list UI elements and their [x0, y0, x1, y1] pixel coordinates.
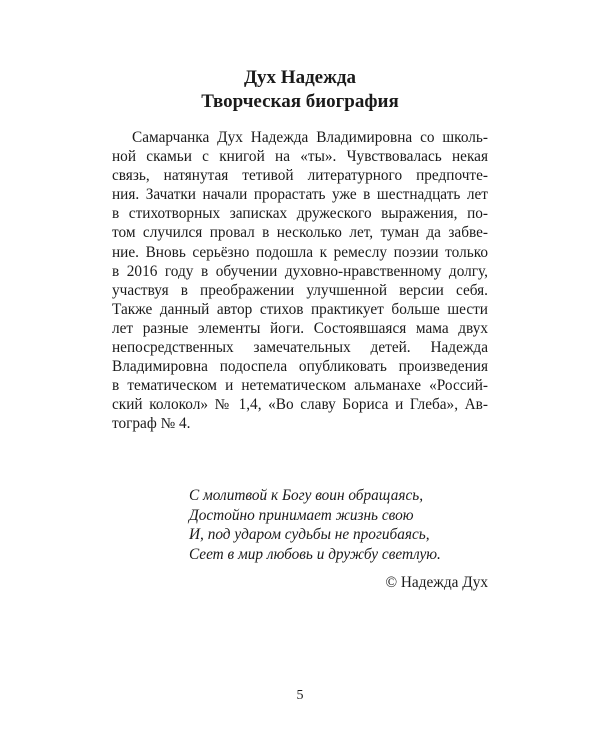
biography-text — [112, 128, 488, 434]
biography-line: тограф № 4. — [112, 415, 191, 433]
poem-line: С молитвой к Богу воин обращаясь, — [189, 487, 424, 504]
biography-line: том случился провал в несколько лет, туман да забве- — [112, 224, 488, 242]
biography-line: непосредственных замечательных детей. Надежда — [112, 339, 488, 357]
poem-excerpt — [189, 486, 441, 564]
poem-line: Достойно принимает жизнь свою — [189, 506, 414, 524]
page-number: 5 — [296, 688, 304, 703]
biography-line: Владимировна подоспела опубликовать произведения — [112, 358, 488, 376]
biography-line: ский колокол» № 1,4, «Во славу Бориса и Глеба», Ав- — [112, 396, 488, 414]
biography-line: Также данный автор стихов практикует больше шести — [112, 300, 488, 318]
biography-line: участвуя в преображении улучшенной версии себя. — [112, 281, 488, 299]
biography-line: связь, натянутая тетивой литературного предпочте- — [112, 167, 488, 185]
author-name-title: Дух Надежда — [243, 67, 357, 88]
biography-line: в 2016 году в обучении духовно-нравственному долгу, — [112, 262, 488, 280]
biography-line: ния. Зачатки начали прорастать уже в шестнадцать лет — [112, 186, 488, 204]
poem-signature: © Надежда Дух — [385, 574, 488, 591]
page-heading — [100, 66, 500, 114]
biography-line: в стихотворных записках дружеского выражения, по- — [112, 205, 488, 223]
poem-line: Сеет в мир любовь и дружбу светлую. — [189, 545, 441, 563]
biography-line: ной скамьи с книгой на «ты». Чувствовалась некая — [112, 148, 488, 166]
poem-line: И, под ударом судьбы не прогибаясь, — [189, 526, 430, 544]
biography-line: Самарчанка Дух Надежда Владимировна со школь- — [132, 129, 488, 146]
biography-subtitle: Творческая биография — [201, 91, 399, 112]
biography-line: лет разные элементы йоги. Состоявшаяся мама двух — [112, 319, 488, 337]
biography-line: в тематическом и нетематическом альманахе «Россий- — [112, 377, 488, 395]
biography-line: ние. Вновь серьёзно подошла к ремеслу поэзии только — [112, 243, 488, 261]
